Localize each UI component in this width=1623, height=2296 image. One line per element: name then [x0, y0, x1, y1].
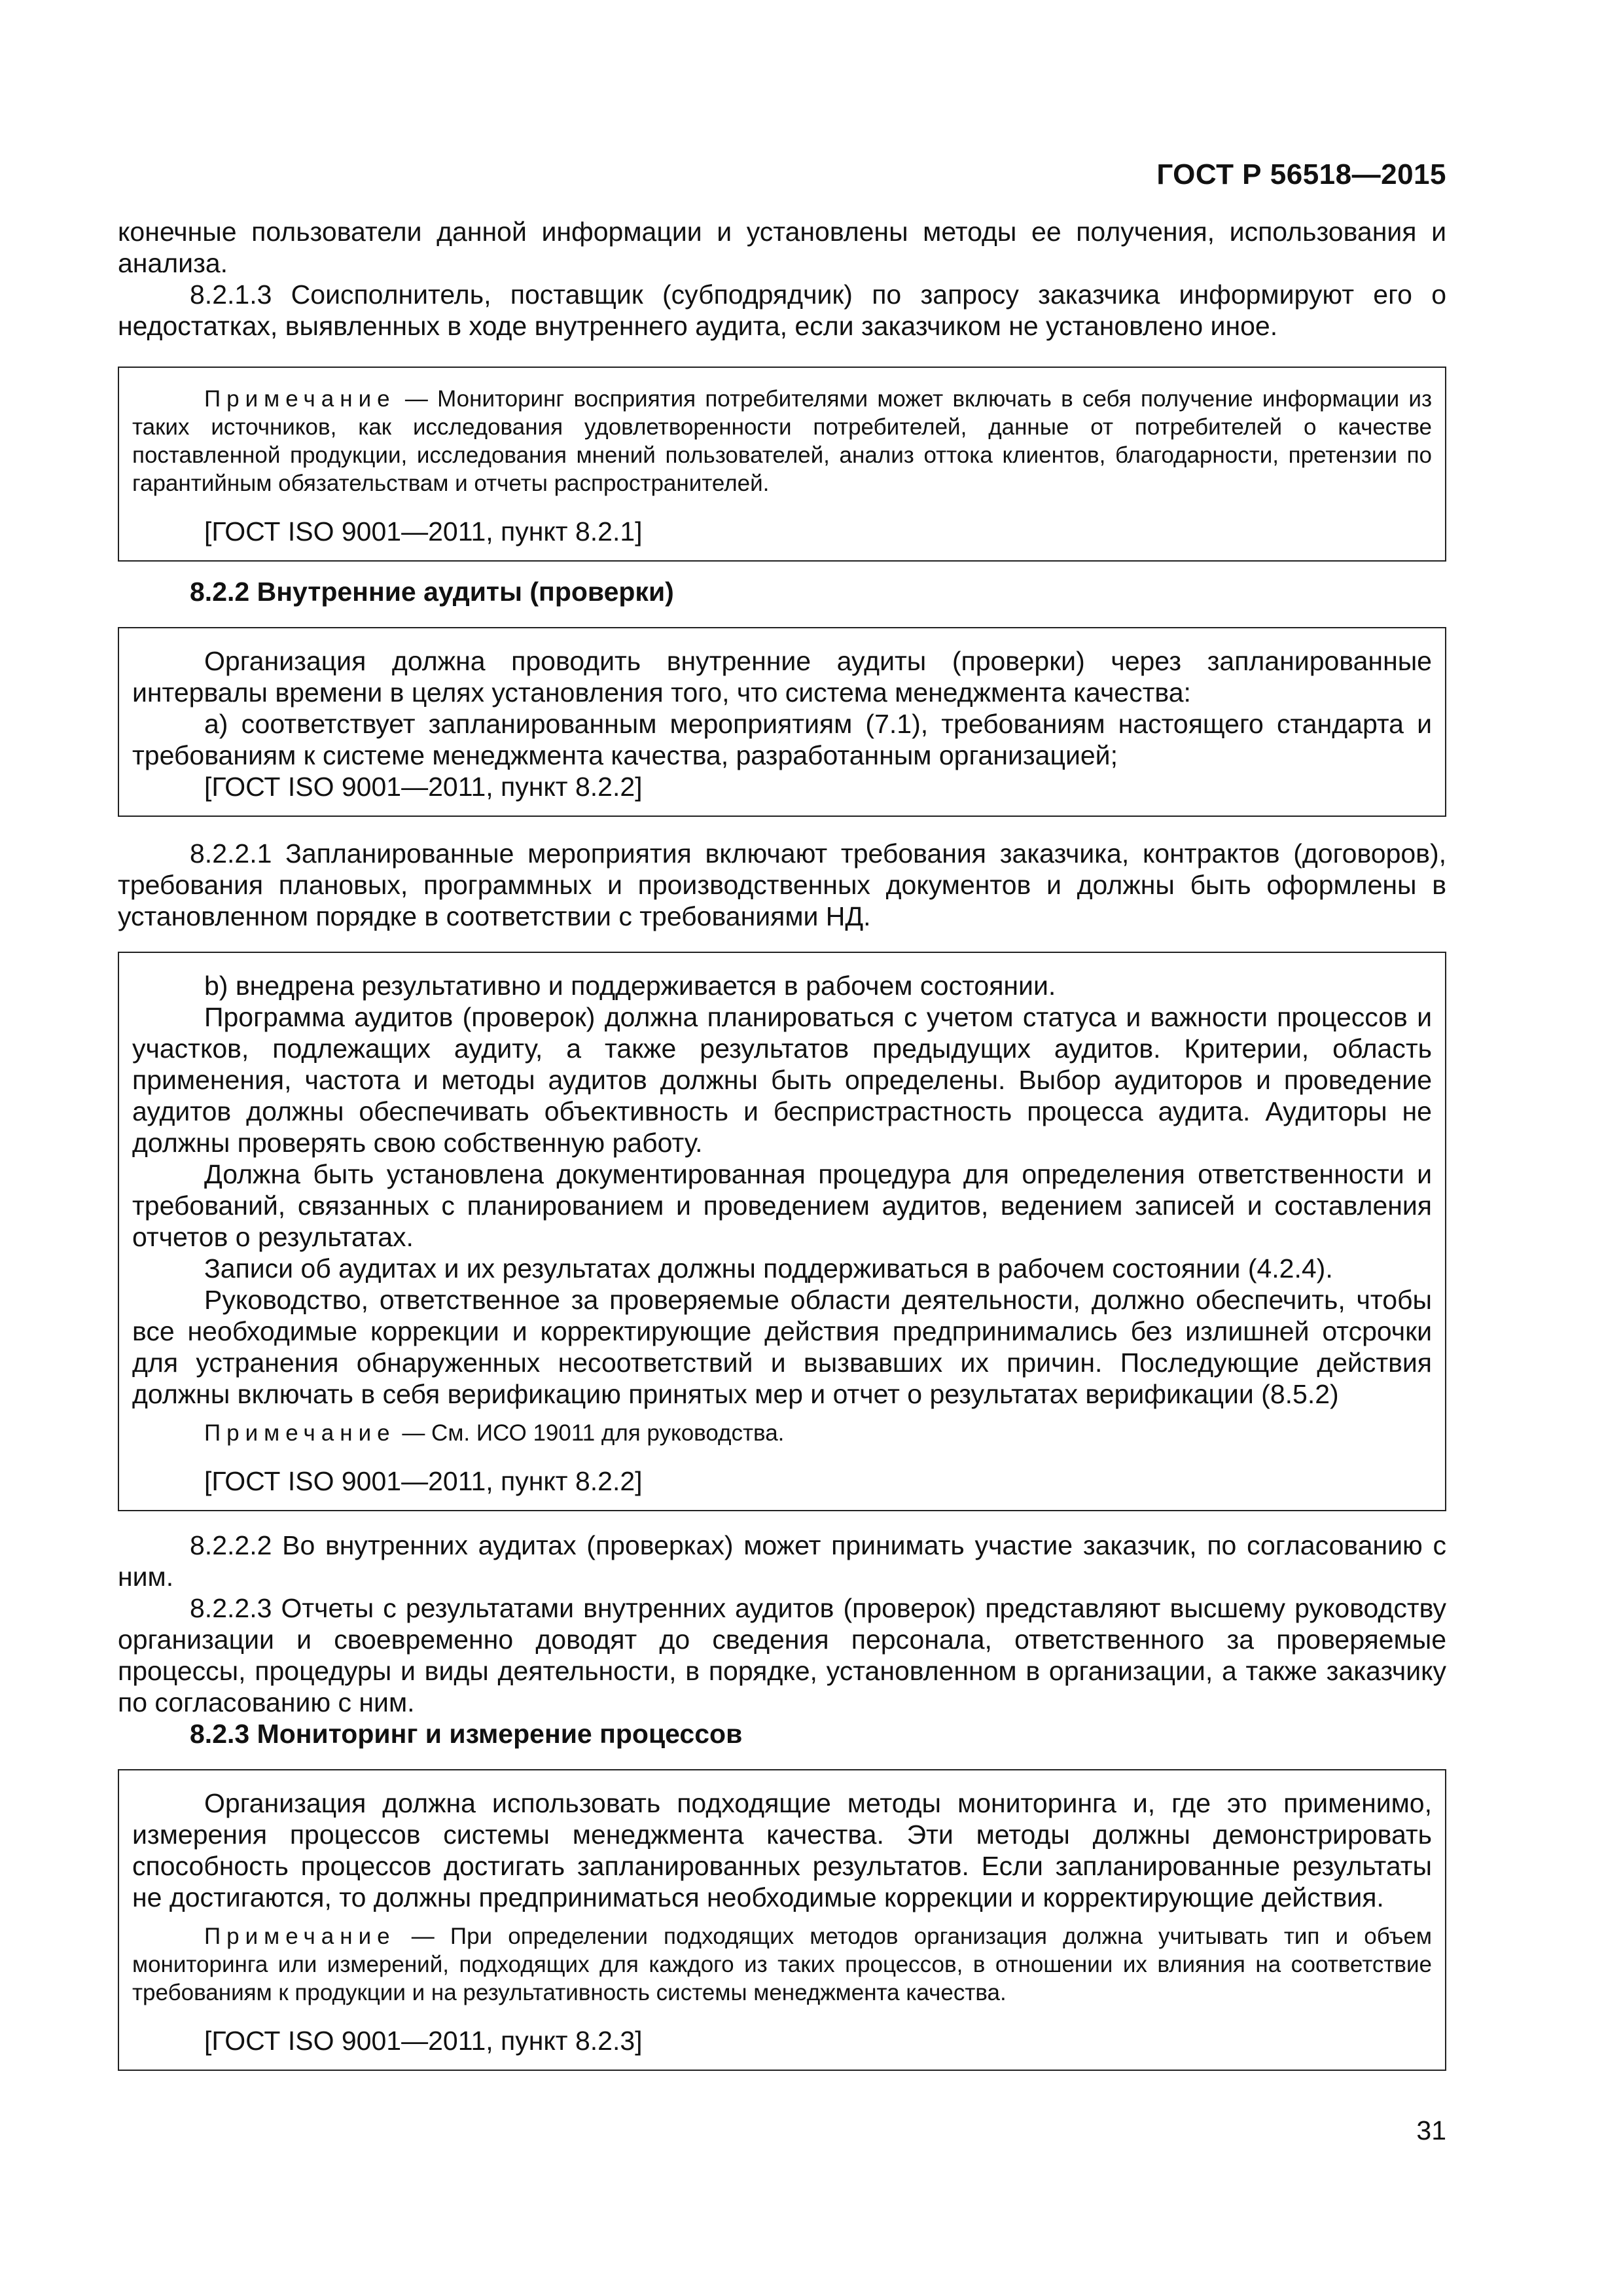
box-paragraph: Программа аудитов (проверок) должна планироваться с учетом статуса и важности процессов и участков, подлежащих аудиту, а также результатов предыдущих аудитов. Критерии, область применения, частота и методы аудитов должны быть определены. Выбор аудиторов и проведение аудитов должны обеспечивать объективность и беспристрастность процесса аудита. Аудиторы не должны проверять свою собственную работу.	[132, 1002, 1432, 1158]
note-label: Примечание	[204, 1924, 396, 1949]
note-text: — См. ИСО 19011 для руководства.	[395, 1420, 785, 1446]
note-paragraph	[132, 1419, 1432, 1447]
note-label: Примечание	[204, 1420, 396, 1446]
box-paragraph: Записи об аудитах и их результатах должны поддерживаться в рабочем состоянии (4.2.4).	[204, 1253, 1333, 1283]
quote-box-8-2-2	[118, 627, 1446, 817]
quote-box-8-2-2-continued	[118, 952, 1446, 1511]
quote-box-8-2-3	[118, 1769, 1446, 2071]
clause-8-2-1-3: 8.2.1.3 Соисполнитель, поставщик (субподрядчик) по запросу заказчика информируют его о недостатках, выявленных в ходе внутреннего аудита, если заказчиком не установлено иное.	[118, 279, 1446, 341]
box-paragraph: b) внедрена результативно и поддерживается в рабочем состоянии.	[204, 971, 1056, 1001]
note-paragraph	[132, 385, 1432, 497]
reference-citation: [ГОСТ ISO 9001—2011, пункт 8.2.3]	[204, 2026, 643, 2056]
reference-citation: [ГОСТ ISO 9001—2011, пункт 8.2.2]	[204, 1466, 643, 1496]
quote-box-8-2-1	[118, 367, 1446, 562]
intro-continuation: конечные пользователи данной информации и установлены методы ее получения, использования и анализа.	[118, 217, 1446, 278]
note-label: Примечание	[204, 386, 396, 412]
box-paragraph: Руководство, ответственное за проверяемые области деятельности, должно обеспечить, чтобы все необходимые коррекции и корректирующие действия предпринимались без излишней отсрочки для устранения обнаруженных несоответствий и вызвавших их причин. Последующие действия должны включать в себя верификацию принятых мер и отчет о результатах верификации (8.5.2)	[132, 1285, 1432, 1409]
clause-8-2-2-1: 8.2.2.1 Запланированные мероприятия включают требования заказчика, контрактов (договоров), требования плановых, программных и производственных документов и должны быть оформлены в установленном порядке в соответствии с требованиями НД.	[118, 838, 1446, 931]
page-number: 31	[1416, 2115, 1446, 2145]
box-paragraph: Организация должна проводить внутренние аудиты (проверки) через запланированные интервалы времени в целях установления того, что система менеджмента качества:	[132, 646, 1432, 708]
reference-citation: [ГОСТ ISO 9001—2011, пункт 8.2.1]	[204, 516, 643, 547]
box-paragraph: a) соответствует запланированным мероприятиям (7.1), требованиям настоящего стандарта и требованиям к системе менеджмента качества, разработанным организацией;	[132, 709, 1432, 770]
reference-citation: [ГОСТ ISO 9001—2011, пункт 8.2.2]	[204, 772, 643, 802]
standard-header: ГОСТ Р 56518—2015	[1156, 158, 1446, 190]
clause-8-2-2-2: 8.2.2.2 Во внутренних аудитах (проверках) может принимать участие заказчик, по согласованию с ним.	[118, 1530, 1446, 1592]
section-heading-8-2-2: 8.2.2 Внутренние аудиты (проверки)	[190, 577, 674, 607]
note-text: — Мониторинг восприятия потребителями может включать в себя получение информации из таких источников, как исследования удовлетворенности потребителей, данные от потребителей о качестве поставленной продукции, исследования мнений пользователей, анализ оттока клиентов, благодарности, претензии по гарантийным обязательствам и отчеты распространителей.	[132, 386, 1432, 496]
note-text: — При определении подходящих методов организация должна учитывать тип и объем мониторинга или измерений, подходящих для каждого из таких процессов, в отношении их влияния на соответствие требованиям к продукции и на результативность системы менеджмента качества.	[132, 1924, 1432, 2005]
section-heading-8-2-3: 8.2.3 Мониторинг и измерение процессов	[190, 1719, 743, 1749]
clause-8-2-2-3: 8.2.2.3 Отчеты с результатами внутренних аудитов (проверок) представляют высшему руководству организации и своевременно доводят до сведения персонала, ответственного за проверяемые процессы, процедуры и виды деятельности, в порядке, установленном в организации, а также заказчику по согласованию с ним.	[118, 1593, 1446, 1717]
page-content	[118, 216, 1446, 2085]
box-paragraph: Организация должна использовать подходящие методы мониторинга и, где это применимо, измерения процессов системы менеджмента качества. Эти методы должны демонстрировать способность процессов достигать запланированных результатов. Если запланированные результаты не достигаются, то должны предприниматься необходимые коррекции и корректирующие действия.	[132, 1788, 1432, 1912]
box-paragraph: Должна быть установлена документированная процедура для определения ответственности и требований, связанных с планированием и проведением аудитов, ведением записей и составления отчетов о результатах.	[132, 1159, 1432, 1252]
note-paragraph	[132, 1922, 1432, 2007]
